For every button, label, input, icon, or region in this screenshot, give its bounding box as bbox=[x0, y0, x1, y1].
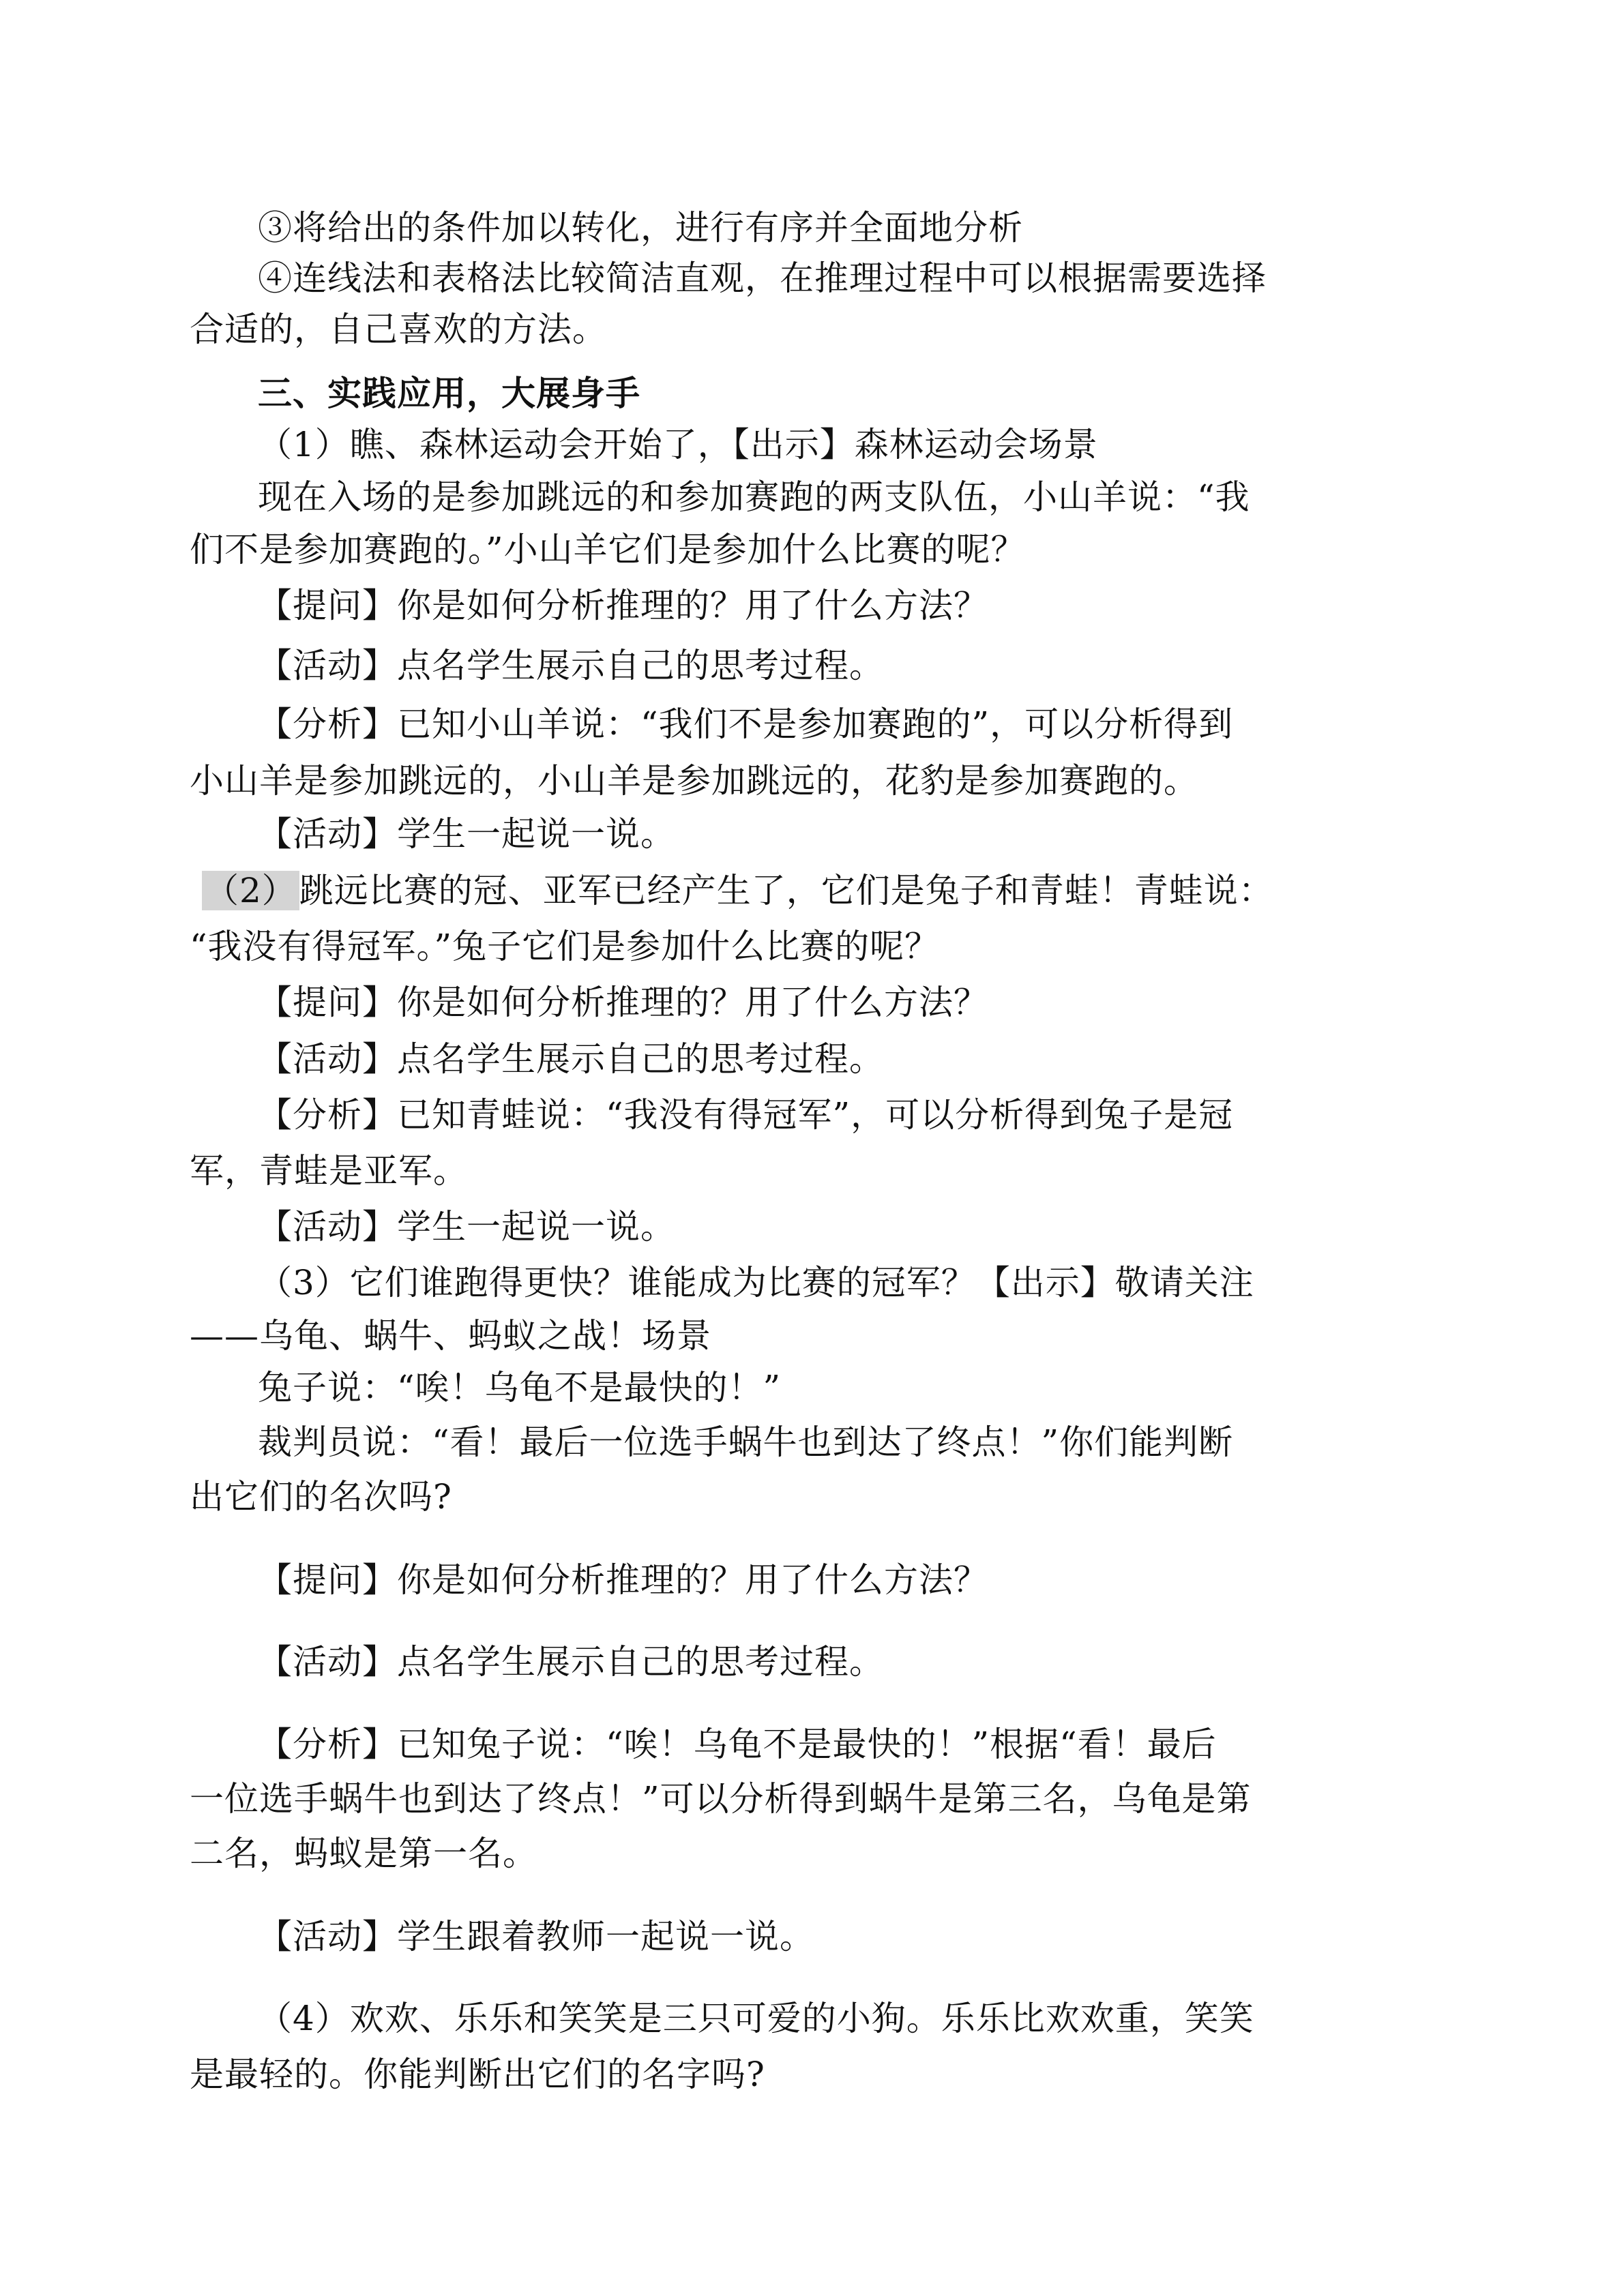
text-line: 小山羊是参加跳远的，小山羊是参加跳远的，花豹是参加赛跑的。 bbox=[190, 761, 1198, 801]
text-line: 【活动】学生一起说一说。 bbox=[258, 814, 675, 854]
section-heading: 三、实践应用，大展身手 bbox=[258, 373, 640, 413]
text-line: 【提问】你是如何分析推理的？用了什么方法？ bbox=[258, 983, 988, 1022]
text-line: （4）欢欢、乐乐和笑笑是三只可爱的小狗。乐乐比欢欢重，笑笑 bbox=[258, 1999, 1254, 2038]
highlighted-label: （2） bbox=[202, 871, 299, 910]
text-line: “我没有得冠军。”兔子它们是参加什么比赛的呢？ bbox=[190, 927, 940, 966]
text-line: 【分析】已知兔子说：“唉！乌龟不是最快的！”根据“看！最后 bbox=[258, 1725, 1217, 1764]
text-line: 出它们的名次吗? bbox=[190, 1477, 452, 1517]
text-line: ——乌龟、蜗牛、蚂蚁之战！场景 bbox=[190, 1316, 711, 1356]
text-line: ③将给出的条件加以转化，进行有序并全面地分析 bbox=[258, 208, 1023, 248]
text-line: 【分析】已知小山羊说：“我们不是参加赛跑的”，可以分析得到 bbox=[258, 704, 1234, 744]
text-line: 【活动】点名学生展示自己的思考过程。 bbox=[258, 646, 884, 685]
text-line: （1）瞧、森林运动会开始了，【出示】森林运动会场景 bbox=[258, 425, 1098, 464]
text-line: 【活动】点名学生展示自己的思考过程。 bbox=[258, 1642, 884, 1682]
text-line: 二名，蚂蚁是第一名。 bbox=[190, 1834, 537, 1873]
text-line: 现在入场的是参加跳远的和参加赛跑的两支队伍，小山羊说：“我 bbox=[258, 477, 1250, 517]
text-line: 兔子说：“唉！乌龟不是最快的！” bbox=[258, 1368, 782, 1407]
text-line: 一位选手蜗牛也到达了终点！”可以分析得到蜗牛是第三名，乌龟是第 bbox=[190, 1779, 1252, 1819]
text-line: 裁判员说：“看！最后一位选手蜗牛也到达了终点！”你们能判断 bbox=[258, 1422, 1234, 1462]
text-line: ④连线法和表格法比较简洁直观，在推理过程中可以根据需要选择 bbox=[258, 258, 1267, 298]
text-line: 军，青蛙是亚军。 bbox=[190, 1151, 468, 1191]
text-line: 【活动】学生一起说一说。 bbox=[258, 1207, 675, 1247]
text-line: 【活动】点名学生展示自己的思考过程。 bbox=[258, 1039, 884, 1079]
text-line: （3）它们谁跑得更快？谁能成为比赛的冠军？【出示】敬请关注 bbox=[258, 1263, 1254, 1302]
text-line: 【活动】学生跟着教师一起说一说。 bbox=[258, 1917, 814, 1956]
text-line: 是最轻的。你能判断出它们的名字吗? bbox=[190, 2055, 765, 2094]
text-line: 【提问】你是如何分析推理的？用了什么方法？ bbox=[258, 1560, 988, 1600]
text-line bbox=[202, 870, 1273, 911]
text-line: 合适的，自己喜欢的方法。 bbox=[190, 310, 607, 349]
text-line: 【提问】你是如何分析推理的？用了什么方法？ bbox=[258, 586, 988, 625]
text-line: 们不是参加赛跑的。”小山羊它们是参加什么比赛的呢？ bbox=[190, 530, 1026, 569]
text-segment: 跳远比赛的冠、亚军已经产生了，它们是兔子和青蛙！青蛙说： bbox=[299, 871, 1273, 910]
text-line: 【分析】已知青蛙说：“我没有得冠军”，可以分析得到兔子是冠 bbox=[258, 1095, 1234, 1135]
